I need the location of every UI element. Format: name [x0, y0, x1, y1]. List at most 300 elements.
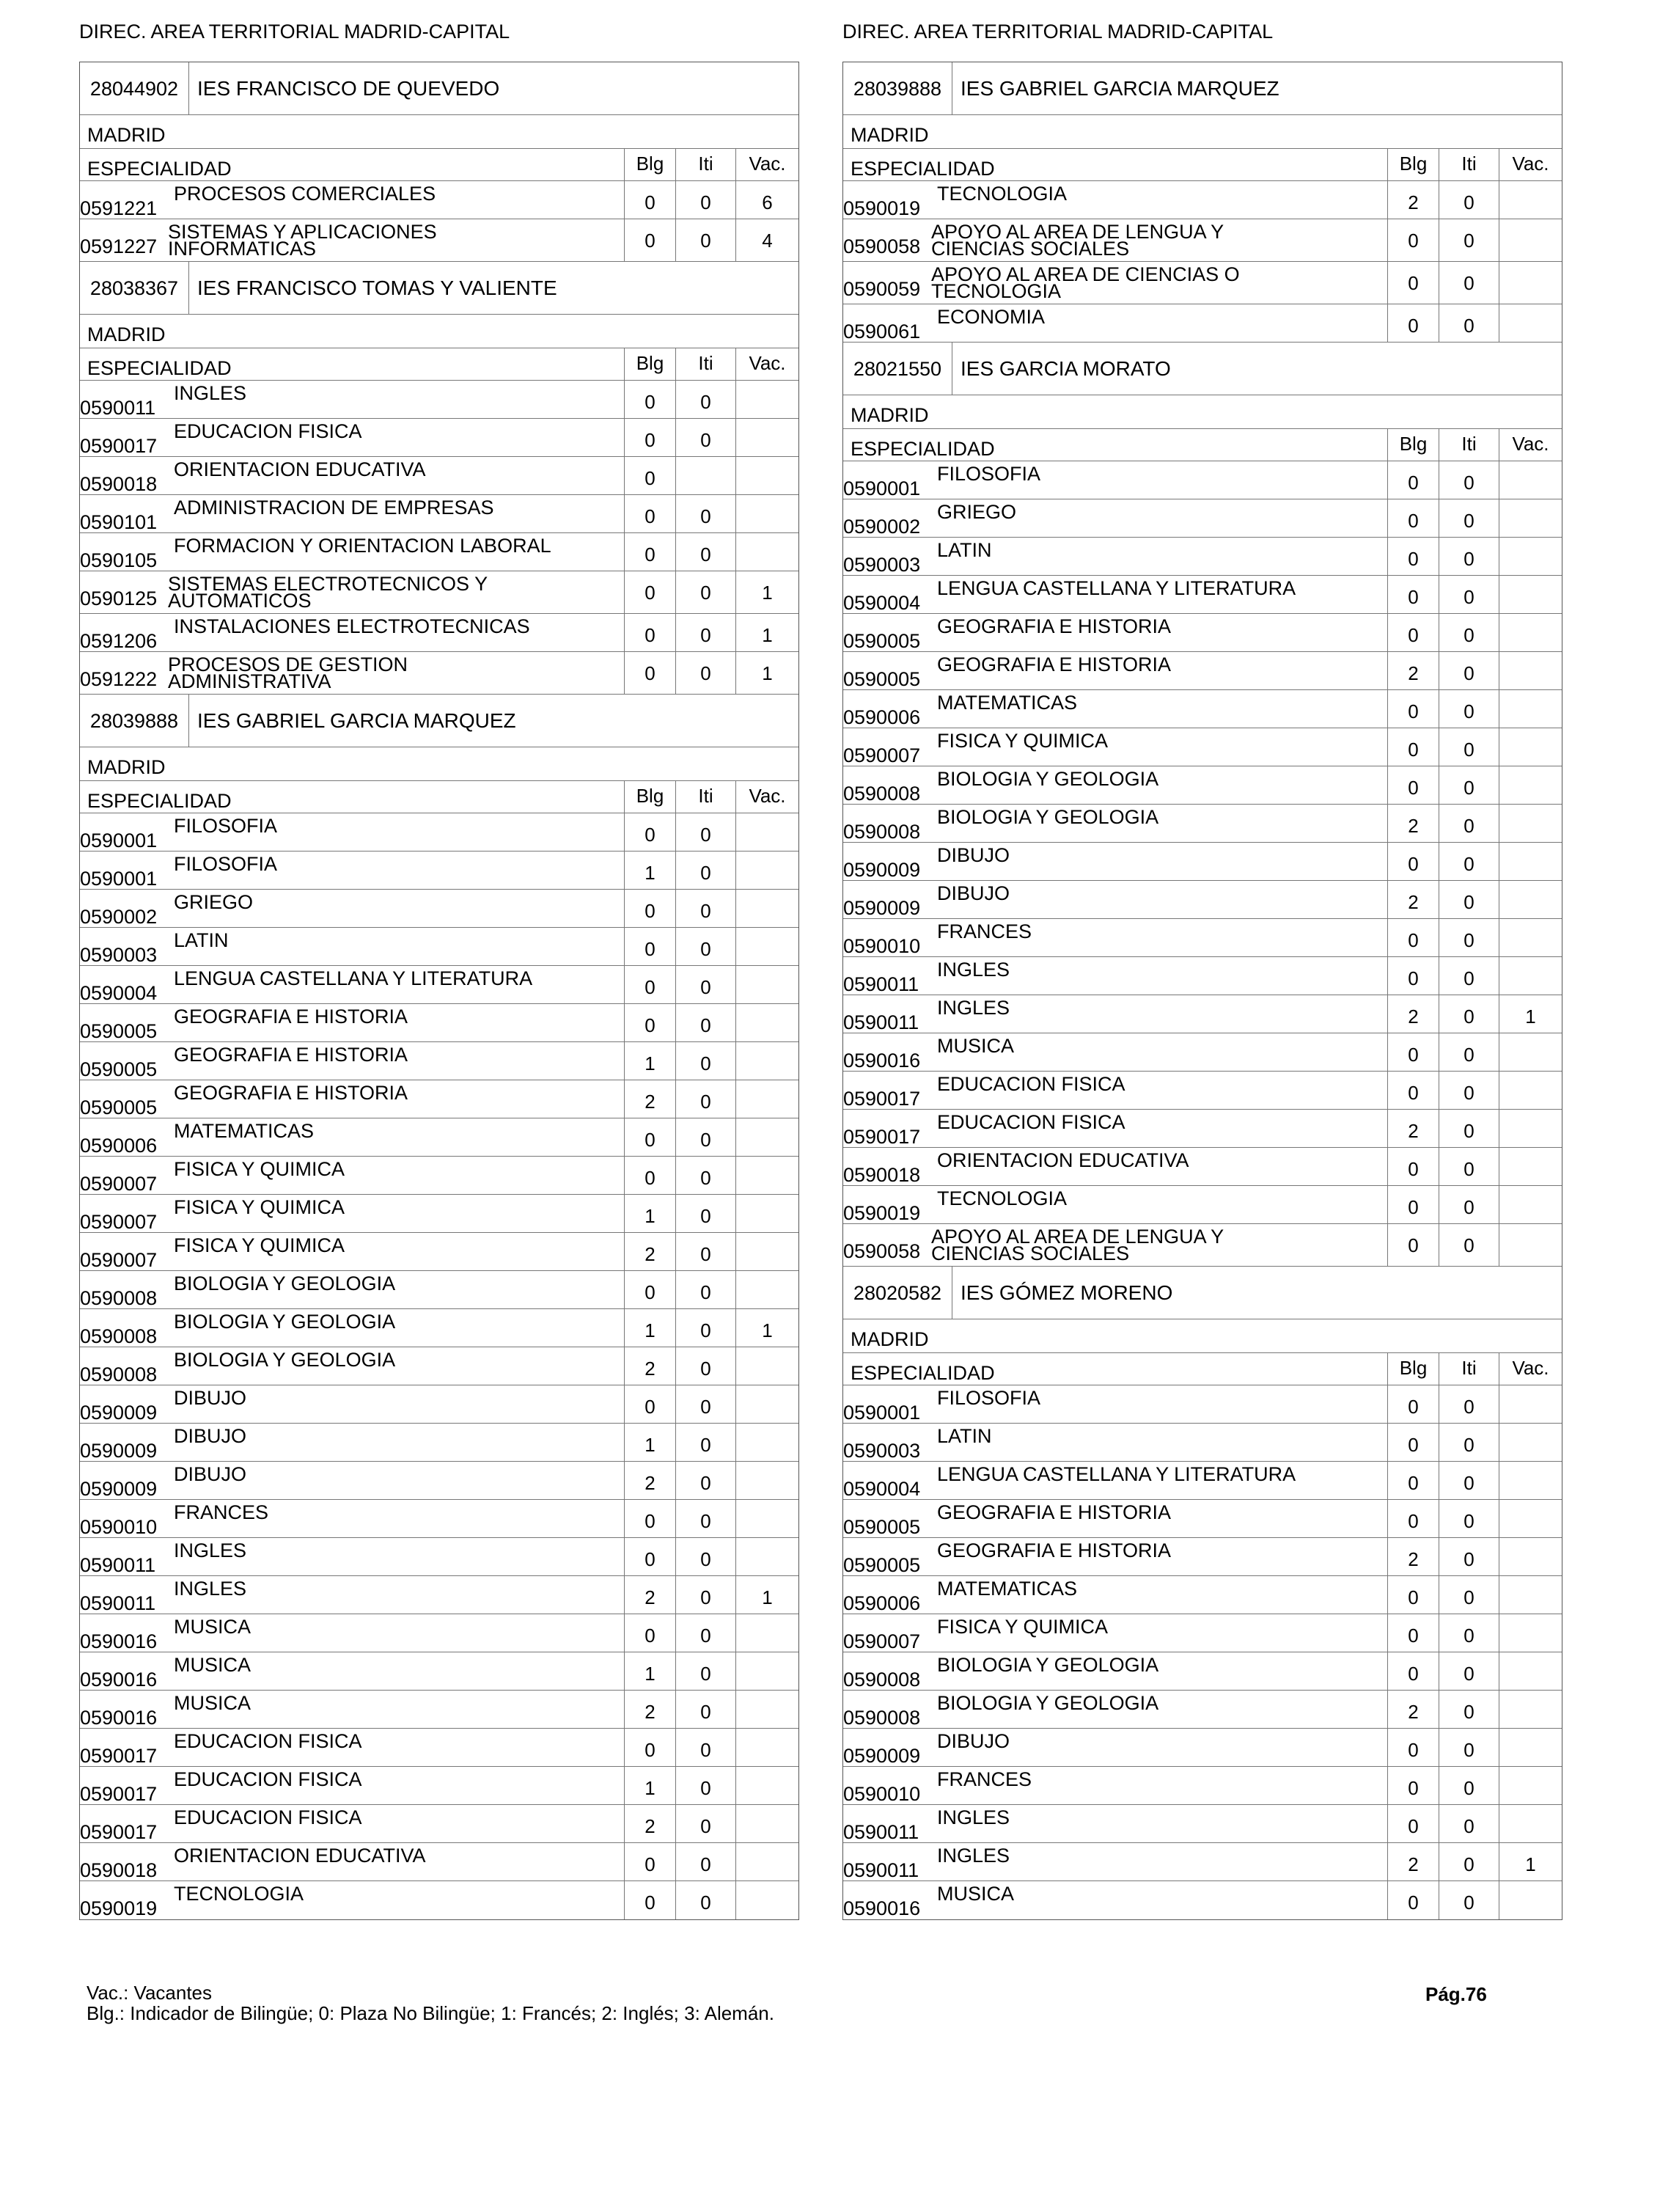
iti-value: 0 — [675, 1729, 735, 1766]
vac-value — [1499, 1224, 1562, 1266]
page-number: Pág.76 — [1425, 1983, 1487, 2005]
vac-value — [735, 852, 798, 889]
table-row — [843, 1881, 1562, 1919]
table-row — [80, 1576, 798, 1614]
specialty-name: EDUCACION FISICA — [174, 1730, 362, 1752]
school-code: 28039888 — [843, 62, 952, 114]
blg-value: 0 — [624, 533, 675, 571]
table-row — [80, 1805, 798, 1843]
blg-value: 0 — [1387, 499, 1439, 537]
specialty-code: 0590018 — [80, 1859, 158, 1881]
specialty-name: DIBUJO — [174, 1387, 247, 1409]
specialty-code: 0590011 — [80, 1592, 156, 1614]
vac-value — [1499, 652, 1562, 689]
school-header-row — [843, 1267, 1562, 1319]
specialty-code: 0590007 — [80, 1249, 158, 1271]
iti-value: 0 — [1439, 1385, 1499, 1423]
blg-value: 2 — [1387, 181, 1439, 219]
specialty-name: BIOLOGIA Y GEOLOGIA — [937, 1654, 1159, 1676]
specialty-code: 0590005 — [843, 1516, 921, 1538]
table-row — [843, 1767, 1562, 1805]
location-row — [843, 395, 1562, 429]
blg-value: 0 — [624, 1843, 675, 1880]
vac-value — [735, 1652, 798, 1690]
vac-value — [735, 1614, 798, 1652]
vac-value — [1499, 1729, 1562, 1766]
blg-value: 0 — [1387, 1614, 1439, 1652]
iti-value: 0 — [675, 1843, 735, 1880]
specialty-code: 0590007 — [80, 1211, 158, 1233]
specialty-code: 0590008 — [843, 1707, 921, 1729]
specialty-code: 0590009 — [80, 1402, 158, 1424]
iti-value: 0 — [675, 928, 735, 965]
blg-value: 0 — [1387, 219, 1439, 261]
table-row — [843, 1033, 1562, 1072]
iti-value: 0 — [675, 890, 735, 927]
school-header-row — [843, 343, 1562, 395]
blg-value: 0 — [624, 1729, 675, 1766]
column-header-row — [843, 1353, 1562, 1385]
header-blg: Blg — [624, 149, 675, 180]
iti-value: 0 — [675, 1233, 735, 1270]
blg-value: 0 — [1387, 614, 1439, 651]
table-row — [843, 1385, 1562, 1424]
legend-line-vacantes: Vac.: Vacantes — [87, 1982, 213, 2004]
specialty-name: LATIN — [937, 539, 992, 561]
specialty-code: 0591222 — [80, 668, 158, 690]
iti-value: 0 — [675, 1118, 735, 1156]
specialty-code: 0590006 — [843, 706, 921, 728]
column-header-row — [843, 149, 1562, 181]
specialty-name: APOYO AL AREA DE LENGUA Y CIENCIAS SOCIALES — [931, 1226, 1224, 1264]
blg-value: 0 — [1387, 1805, 1439, 1842]
iti-value: 0 — [1439, 1767, 1499, 1804]
specialty-name: SISTEMAS ELECTROTECNICOS Y AUTOMATICOS — [168, 573, 488, 612]
school-code: 28044902 — [80, 62, 189, 114]
iti-value: 0 — [1439, 1072, 1499, 1109]
blg-value: 2 — [1387, 881, 1439, 918]
location-name: MADRID — [851, 1328, 929, 1350]
column-header-row — [80, 348, 798, 381]
iti-value: 0 — [675, 1385, 735, 1423]
location-name: MADRID — [87, 756, 166, 778]
vac-value — [1499, 1072, 1562, 1109]
specialty-name: FRANCES — [174, 1501, 269, 1523]
specialty-name: INGLES — [174, 382, 247, 404]
vac-value — [1499, 1424, 1562, 1461]
blg-value: 0 — [1387, 1186, 1439, 1223]
table-row — [80, 1538, 798, 1576]
vac-value — [1499, 461, 1562, 499]
vac-value — [735, 1157, 798, 1194]
specialty-name: MUSICA — [937, 1035, 1015, 1057]
vac-value — [735, 1729, 798, 1766]
vac-value — [1499, 1110, 1562, 1147]
vac-value — [1499, 1148, 1562, 1185]
specialty-name: DIBUJO — [937, 1730, 1010, 1752]
specialty-code: 0590008 — [80, 1363, 158, 1385]
table-row — [843, 652, 1562, 690]
table-row — [80, 1118, 798, 1157]
header-especialidad: ESPECIALIDAD — [87, 790, 232, 812]
iti-value: 0 — [1439, 1538, 1499, 1575]
blg-value: 0 — [624, 1538, 675, 1575]
school-header-row — [80, 62, 798, 115]
header-iti: Iti — [675, 781, 735, 813]
iti-value: 0 — [675, 614, 735, 651]
specialty-name: EDUCACION FISICA — [174, 1768, 362, 1790]
vac-value — [735, 457, 798, 494]
header-iti: Iti — [1439, 1353, 1499, 1385]
specialty-code: 0590016 — [80, 1669, 158, 1691]
specialty-name: MATEMATICAS — [937, 692, 1078, 714]
specialty-name: TECNOLOGIA — [174, 1883, 304, 1905]
school-code: 28039888 — [80, 695, 189, 747]
specialty-name: APOYO AL AREA DE LENGUA Y CIENCIAS SOCIALES — [931, 221, 1224, 260]
vac-value — [1499, 181, 1562, 219]
specialty-code: 0590011 — [843, 1859, 919, 1881]
blg-value: 0 — [624, 1118, 675, 1156]
vac-value — [1499, 1186, 1562, 1223]
specialty-code: 0590016 — [80, 1707, 158, 1729]
header-vac: Vac. — [1499, 1353, 1562, 1385]
school-name: IES FRANCISCO DE QUEVEDO — [197, 77, 500, 100]
blg-value: 1 — [624, 1652, 675, 1690]
header-especialidad: ESPECIALIDAD — [851, 438, 995, 460]
table-row — [843, 1072, 1562, 1110]
blg-value: 2 — [1387, 1110, 1439, 1147]
school-code: 28021550 — [843, 343, 952, 395]
iti-value: 0 — [675, 813, 735, 851]
iti-value — [675, 457, 735, 494]
vacancy-table — [79, 62, 799, 1920]
specialty-code: 0590019 — [80, 1897, 158, 1919]
table-row — [843, 1186, 1562, 1224]
school-name: IES GÓMEZ MORENO — [961, 1281, 1173, 1304]
vac-value — [735, 1195, 798, 1232]
vac-value — [735, 1843, 798, 1880]
vac-value — [1499, 1691, 1562, 1728]
vac-value — [735, 1424, 798, 1461]
table-row — [843, 1805, 1562, 1843]
header-vac: Vac. — [735, 149, 798, 180]
specialty-name: MUSICA — [174, 1692, 251, 1714]
specialty-code: 0590010 — [843, 1783, 921, 1805]
specialty-code: 0590018 — [80, 473, 158, 495]
specialty-code: 0591221 — [80, 197, 158, 219]
specialty-name: SISTEMAS Y APLICACIONES INFORMATICAS — [168, 221, 437, 260]
vac-value — [735, 381, 798, 418]
header-blg: Blg — [1387, 1353, 1439, 1385]
specialty-name: FILOSOFIA — [174, 853, 278, 875]
specialty-code: 0590101 — [80, 511, 158, 533]
vac-value — [735, 1881, 798, 1919]
table-row — [80, 1195, 798, 1233]
location-name: MADRID — [851, 124, 929, 146]
vac-value — [735, 1347, 798, 1385]
table-row — [80, 495, 798, 533]
iti-value: 0 — [675, 1271, 735, 1308]
vac-value — [735, 1080, 798, 1118]
specialty-code: 0590011 — [843, 973, 919, 995]
location-name: MADRID — [851, 404, 929, 426]
header-especialidad: ESPECIALIDAD — [851, 158, 995, 180]
specialty-code: 0590001 — [843, 477, 921, 499]
specialty-code: 0590003 — [843, 554, 921, 576]
blg-value: 0 — [1387, 1881, 1439, 1919]
specialty-name: LENGUA CASTELLANA Y LITERATURA — [174, 967, 533, 989]
column-title: DIREC. AREA TERRITORIAL MADRID-CAPITAL — [79, 21, 510, 43]
specialty-code: 0590010 — [843, 935, 921, 957]
blg-value: 0 — [624, 1500, 675, 1537]
specialty-code: 0590009 — [843, 1745, 921, 1767]
vac-value — [735, 813, 798, 851]
header-vac: Vac. — [1499, 149, 1562, 180]
table-row — [80, 1347, 798, 1385]
table-row — [843, 262, 1562, 304]
blg-value: 2 — [624, 1691, 675, 1728]
specialty-name: EDUCACION FISICA — [174, 1806, 362, 1828]
blg-value: 0 — [1387, 1767, 1439, 1804]
specialty-name: FISICA Y QUIMICA — [937, 730, 1109, 752]
location-row — [80, 115, 798, 149]
table-row — [80, 533, 798, 571]
vac-value — [735, 1691, 798, 1728]
vac-value — [1499, 1385, 1562, 1423]
iti-value: 0 — [675, 1347, 735, 1385]
table-row — [80, 1462, 798, 1500]
blg-value: 1 — [624, 1309, 675, 1347]
header-vac: Vac. — [1499, 429, 1562, 461]
specialty-name: APOYO AL AREA DE CIENCIAS O TECNOLOGIA — [931, 263, 1240, 302]
specialty-code: 0590011 — [843, 1011, 919, 1033]
specialty-code: 0590005 — [80, 1096, 158, 1118]
iti-value: 0 — [1439, 766, 1499, 804]
table-row — [843, 1576, 1562, 1614]
specialty-code: 0590011 — [80, 397, 156, 419]
iti-value: 0 — [1439, 538, 1499, 575]
blg-value: 0 — [1387, 538, 1439, 575]
table-row — [80, 1424, 798, 1462]
table-row — [80, 890, 798, 928]
vac-value — [1499, 1576, 1562, 1614]
specialty-name: MATEMATICAS — [174, 1120, 315, 1142]
table-row — [843, 957, 1562, 995]
iti-value: 0 — [1439, 1805, 1499, 1842]
vac-value — [1499, 1652, 1562, 1690]
table-row — [843, 881, 1562, 919]
blg-value: 2 — [1387, 1538, 1439, 1575]
table-row — [843, 461, 1562, 499]
table-row — [843, 181, 1562, 219]
specialty-name: GEOGRAFIA E HISTORIA — [937, 1539, 1172, 1561]
table-row — [80, 1691, 798, 1729]
table-row — [80, 652, 798, 695]
table-row — [80, 181, 798, 219]
vac-value — [735, 928, 798, 965]
school-name: IES GABRIEL GARCIA MARQUEZ — [197, 709, 516, 732]
specialty-code: 0590004 — [80, 982, 158, 1004]
vac-value — [1499, 881, 1562, 918]
location-row — [80, 747, 798, 781]
iti-value: 0 — [1439, 1224, 1499, 1266]
blg-value: 1 — [624, 852, 675, 889]
vac-value — [1499, 304, 1562, 342]
school-header-row — [80, 262, 798, 315]
blg-value: 2 — [1387, 995, 1439, 1033]
vac-value — [1499, 1767, 1562, 1804]
header-vac: Vac. — [735, 348, 798, 380]
blg-value: 0 — [1387, 1576, 1439, 1614]
blg-value: 0 — [1387, 1652, 1439, 1690]
table-row — [80, 1767, 798, 1805]
vac-value — [1499, 1462, 1562, 1499]
specialty-name: INGLES — [937, 1806, 1010, 1828]
specialty-code: 0590019 — [843, 197, 921, 219]
blg-value: 0 — [1387, 1500, 1439, 1537]
specialty-code: 0590017 — [80, 1783, 158, 1805]
vac-value — [735, 1271, 798, 1308]
column-title: DIREC. AREA TERRITORIAL MADRID-CAPITAL — [842, 21, 1274, 43]
table-row — [80, 1042, 798, 1080]
specialty-name: BIOLOGIA Y GEOLOGIA — [937, 1692, 1159, 1714]
iti-value: 0 — [1439, 1148, 1499, 1185]
iti-value: 0 — [1439, 576, 1499, 613]
blg-value: 0 — [1387, 1729, 1439, 1766]
blg-value: 2 — [1387, 805, 1439, 842]
iti-value: 0 — [1439, 499, 1499, 537]
table-row — [80, 1652, 798, 1691]
specialty-name: INSTALACIONES ELECTROTECNICAS — [174, 615, 530, 637]
table-row — [80, 1271, 798, 1309]
specialty-code: 0590011 — [80, 1554, 156, 1576]
table-row — [843, 1462, 1562, 1500]
iti-value: 0 — [1439, 1424, 1499, 1461]
vac-value — [1499, 728, 1562, 766]
blg-value: 0 — [624, 219, 675, 261]
header-iti: Iti — [1439, 149, 1499, 180]
vac-value — [1499, 843, 1562, 880]
table-row — [843, 919, 1562, 957]
header-iti: Iti — [1439, 429, 1499, 461]
vac-value: 1 — [735, 652, 798, 694]
table-row — [843, 1729, 1562, 1767]
blg-value: 0 — [624, 928, 675, 965]
specialty-code: 0590016 — [80, 1630, 158, 1652]
specialty-name: FORMACION Y ORIENTACION LABORAL — [174, 535, 551, 557]
specialty-code: 0590017 — [80, 1821, 158, 1843]
vac-value — [1499, 805, 1562, 842]
vac-value — [1499, 919, 1562, 956]
blg-value: 2 — [624, 1576, 675, 1614]
specialty-code: 0590010 — [80, 1516, 158, 1538]
specialty-name: MUSICA — [937, 1883, 1015, 1905]
blg-value: 2 — [624, 1347, 675, 1385]
table-row — [843, 1691, 1562, 1729]
table-row — [80, 614, 798, 652]
vac-value — [1499, 1614, 1562, 1652]
specialty-name: LENGUA CASTELLANA Y LITERATURA — [937, 1463, 1296, 1485]
iti-value: 0 — [675, 1462, 735, 1499]
specialty-code: 0590058 — [843, 235, 921, 257]
vac-value — [1499, 690, 1562, 728]
iti-value: 0 — [1439, 1881, 1499, 1919]
specialty-name: LENGUA CASTELLANA Y LITERATURA — [937, 577, 1296, 599]
specialty-code: 0591206 — [80, 630, 158, 652]
specialty-name: DIBUJO — [174, 1463, 247, 1485]
vac-value — [735, 1118, 798, 1156]
specialty-name: EDUCACION FISICA — [174, 420, 362, 442]
iti-value: 0 — [1439, 919, 1499, 956]
legend-line-bilingue: Blg.: Indicador de Bilingüe; 0: Plaza No Bilingüe; 1: Francés; 2: Inglés; 3: Alemán. — [87, 2002, 774, 2024]
blg-value: 0 — [1387, 1224, 1439, 1266]
specialty-name: LATIN — [174, 929, 229, 951]
blg-value: 2 — [1387, 1843, 1439, 1880]
specialty-name: FILOSOFIA — [937, 463, 1041, 485]
legend — [87, 1982, 774, 2024]
iti-value: 0 — [1439, 1614, 1499, 1652]
header-blg: Blg — [624, 348, 675, 380]
specialty-name: INGLES — [937, 1845, 1010, 1867]
table-row — [80, 928, 798, 966]
specialty-code: 0590003 — [843, 1440, 921, 1462]
specialty-name: FILOSOFIA — [937, 1387, 1041, 1409]
specialty-code: 0590005 — [843, 1554, 921, 1576]
specialty-code: 0590017 — [80, 435, 158, 457]
school-name: IES GARCIA MORATO — [961, 357, 1171, 380]
blg-value: 0 — [624, 1004, 675, 1041]
blg-value: 2 — [624, 1462, 675, 1499]
vac-value — [735, 1805, 798, 1842]
iti-value: 0 — [1439, 881, 1499, 918]
vac-value: 1 — [1499, 995, 1562, 1033]
specialty-name: FISICA Y QUIMICA — [174, 1234, 345, 1256]
specialty-code: 0590002 — [843, 516, 921, 538]
specialty-code: 0590059 — [843, 278, 921, 300]
specialty-code: 0590007 — [843, 1630, 921, 1652]
vac-value: 1 — [735, 614, 798, 651]
table-row — [843, 219, 1562, 262]
specialty-code: 0590007 — [80, 1173, 158, 1195]
blg-value: 1 — [624, 1042, 675, 1080]
iti-value: 0 — [1439, 1576, 1499, 1614]
specialty-code: 0590009 — [843, 859, 921, 881]
header-blg: Blg — [1387, 149, 1439, 180]
specialty-name: GEOGRAFIA E HISTORIA — [174, 1044, 408, 1066]
table-row — [843, 576, 1562, 614]
iti-value: 0 — [675, 495, 735, 532]
header-vac: Vac. — [735, 781, 798, 813]
specialty-code: 0590005 — [843, 668, 921, 690]
table-row — [843, 805, 1562, 843]
blg-value: 0 — [1387, 766, 1439, 804]
table-row — [80, 813, 798, 852]
iti-value: 0 — [675, 1538, 735, 1575]
blg-value: 0 — [624, 1271, 675, 1308]
table-row — [80, 1385, 798, 1424]
vac-value — [735, 495, 798, 532]
specialty-code: 0590008 — [843, 783, 921, 805]
specialty-code: 0590019 — [843, 1202, 921, 1224]
specialty-code: 0590001 — [80, 830, 158, 852]
iti-value: 0 — [675, 419, 735, 456]
specialty-name: GEOGRAFIA E HISTORIA — [937, 653, 1172, 675]
specialty-name: ORIENTACION EDUCATIVA — [174, 1845, 426, 1867]
specialty-name: GEOGRAFIA E HISTORIA — [174, 1082, 408, 1104]
specialty-name: INGLES — [937, 959, 1010, 981]
specialty-name: INGLES — [174, 1539, 247, 1561]
vac-value — [735, 966, 798, 1003]
